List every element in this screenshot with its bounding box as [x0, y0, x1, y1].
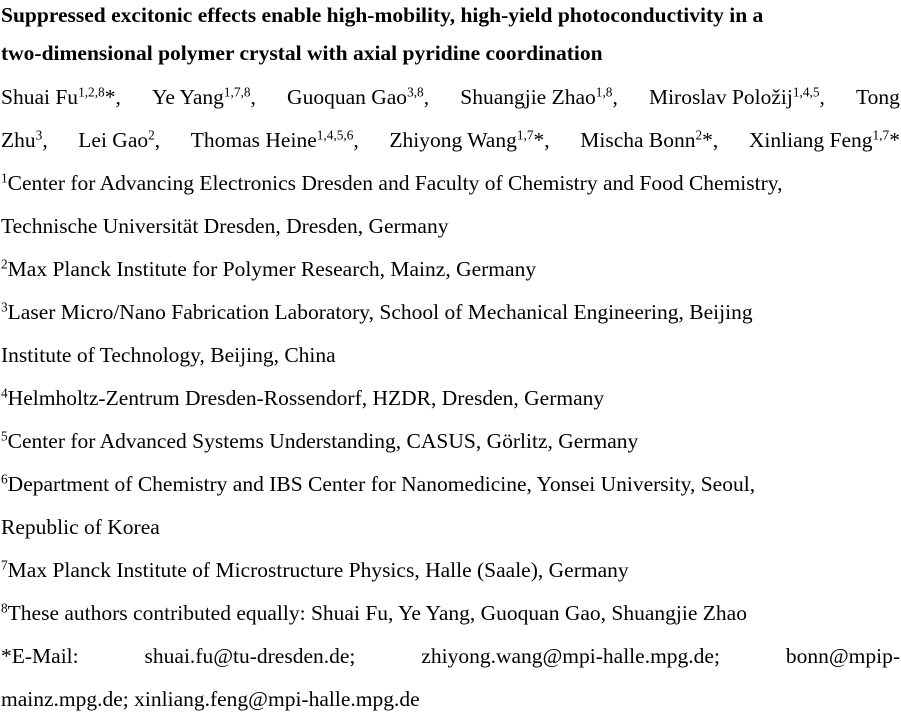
affiliation-5: $^5$Center for Advanced Systems Understanding, CASUS, Görlitz, Germany [1, 428, 639, 453]
affiliation-6: $^6$Department of Chemistry and IBS Center for Nanomedicine, Yonsei University, Seoul, [1, 471, 756, 496]
affiliation-3: $^3$Laser Micro/Nano Fabrication Laboratory, School of Mechanical Engineering, Beijing [1, 299, 753, 324]
email-address: mainz.mpg.de; xinliang.feng@mpi-halle.mpg.de [1, 687, 420, 711]
email-line-1 [1, 643, 900, 669]
title-text-1: Suppressed excitonic effects enable high-mobility, high-yield photoconductivity in a [1, 3, 764, 27]
author-part: Tong [856, 85, 900, 109]
affiliation-1: $^1$Center for Advancing Electronics Dresden and Faculty of Chemistry and Food Chemistry, [1, 170, 783, 195]
title-line-2 [1, 40, 900, 66]
affiliation-1-cont: Technische Universität Dresden, Dresden, Germany [1, 214, 449, 238]
email-address: bonn@mpip- [785, 644, 900, 668]
author: Shuai Fu$^{1,2,8}$*, [1, 84, 121, 109]
author: Xinliang Feng$^{1,7}$* [748, 127, 900, 152]
author-part: Zhu$^3$, [1, 127, 48, 152]
title-text-2: two-dimensional polymer crystal with axial pyridine coordination [1, 41, 603, 65]
title-line-1 [1, 2, 900, 28]
email-label: *E-Mail: [1, 644, 79, 668]
author: Ye Yang$^{1,7,8}$, [151, 84, 256, 109]
authors-line-2 [1, 127, 900, 153]
equal-contribution-note: $^8$These authors contributed equally: Shuai Fu, Ye Yang, Guoquan Gao, Shuangjie Zhao [1, 600, 747, 625]
author: Thomas Heine$^{1,4,5,6}$, [190, 127, 359, 152]
author: Zhiyong Wang$^{1,7}$*, [389, 127, 550, 152]
affiliation-4: $^4$Helmholtz-Zentrum Dresden-Rossendorf, HZDR, Dresden, Germany [1, 385, 605, 410]
email-address: shuai.fu@tu-dresden.de; [144, 644, 356, 668]
author: Mischa Bonn$^2$*, [580, 127, 719, 152]
affiliation-7: $^7$Max Planck Institute of Microstructure Physics, Halle (Saale), Germany [1, 557, 629, 582]
email-address: zhiyong.wang@mpi-halle.mpg.de; [421, 644, 720, 668]
author: Lei Gao$^2$, [78, 127, 161, 152]
affiliation-2: $^2$Max Planck Institute for Polymer Research, Mainz, Germany [1, 256, 537, 281]
authors-line-1 [1, 84, 900, 110]
author: Miroslav Položij$^{1,4,5}$, [648, 84, 825, 109]
author: Guoquan Gao$^{3,8}$, [287, 84, 430, 109]
affiliation-3-cont: Institute of Technology, Beijing, China [1, 343, 336, 367]
affiliation-6-cont: Republic of Korea [1, 515, 160, 539]
author: Shuangjie Zhao$^{1,8}$, [460, 84, 618, 109]
email-line-2 [1, 686, 900, 712]
